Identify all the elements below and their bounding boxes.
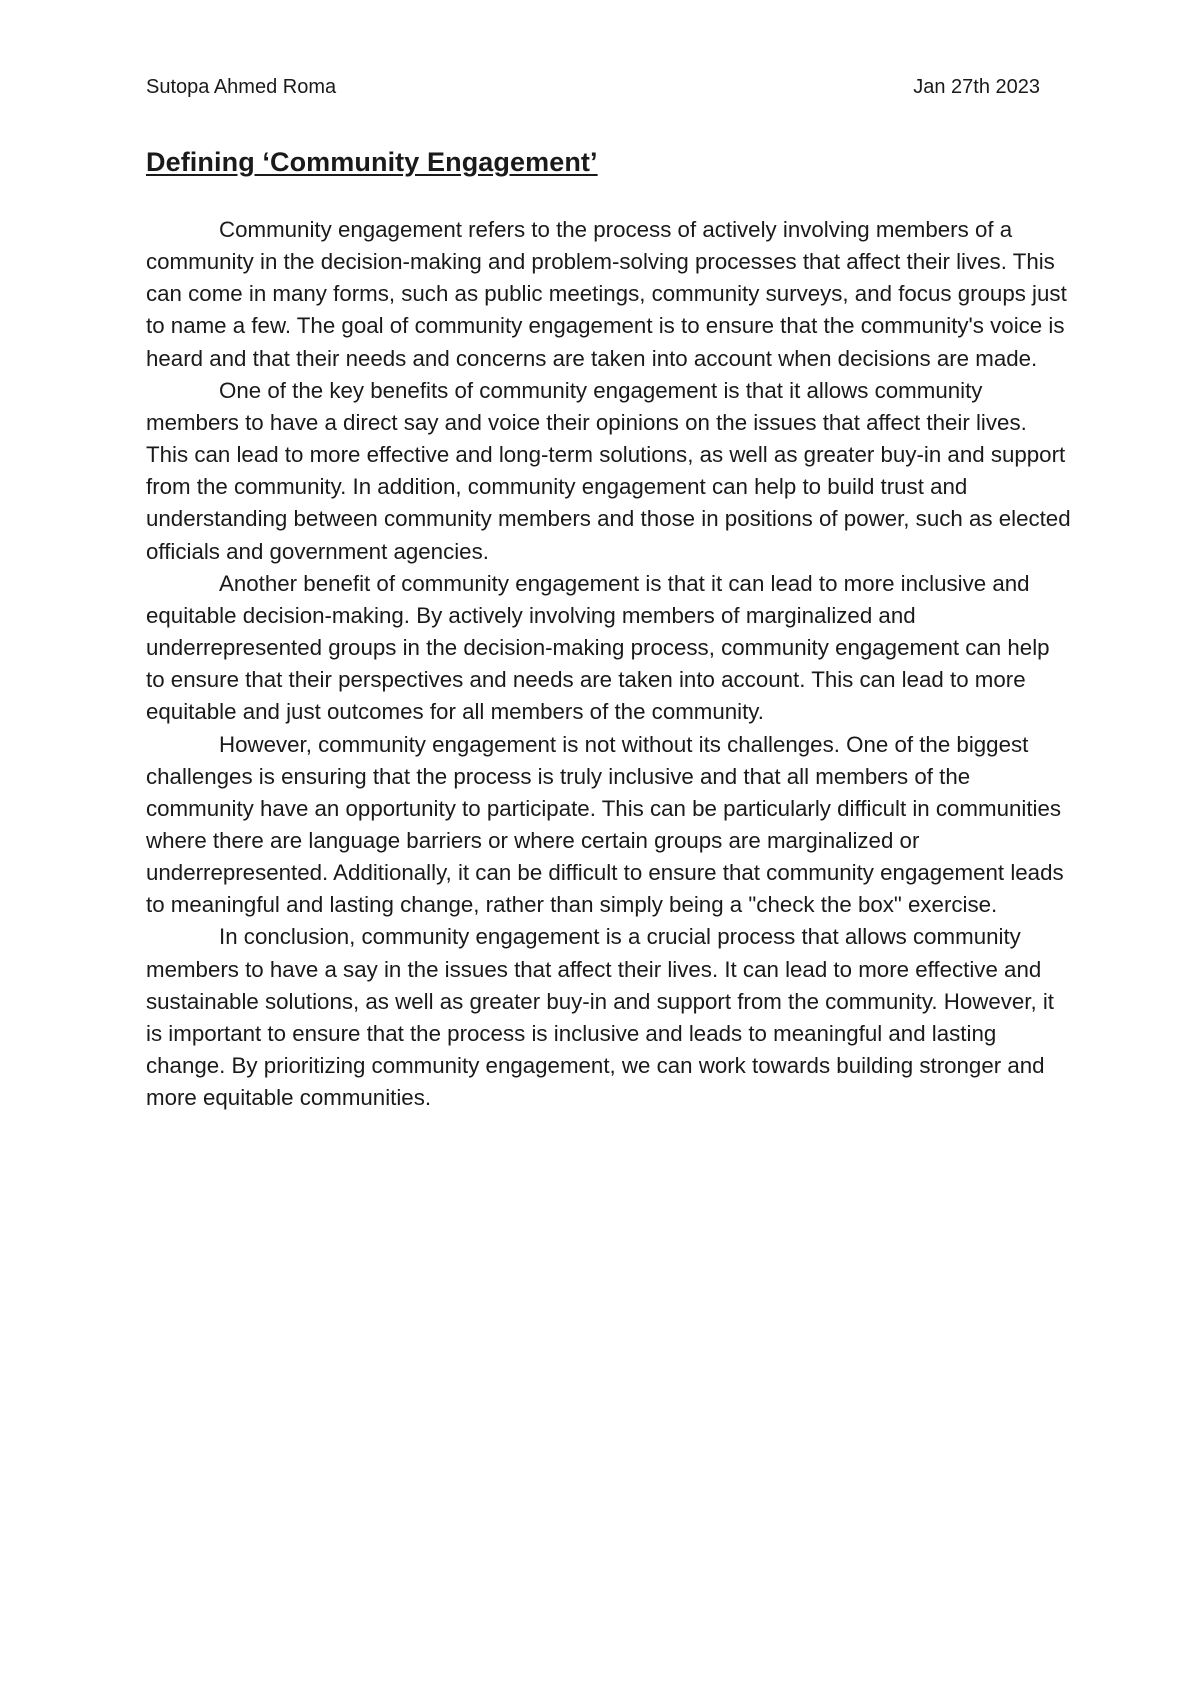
paragraph-4: However, community engagement is not without its challenges. One of the biggest challenges is ensuring that the process is truly inclusive and that all members of the community have an opportunity to participate. This can be particularly difficult in communities where there are language barriers or where certain groups are marginalized or underrepresented. Additionally, it can be difficult to ensure that community engagement leads to meaningful and lasting change, rather than simply being a "check the box" exercise. bbox=[146, 731, 1064, 918]
paragraph-5: In conclusion, community engagement is a crucial process that allows community members to have a say in the issues that affect their lives. It can lead to more effective and sustainable solutions, as well as greater buy-in and support from the community. However, it is important to ensure that the process is inclusive and leads to meaningful and lasting change. By prioritizing community engagement, we can work towards building stronger and more equitable communities. bbox=[146, 924, 1054, 1111]
page-header bbox=[146, 72, 1040, 102]
document-body bbox=[146, 214, 1074, 1114]
paragraph-2: One of the key benefits of community engagement is that it allows community members to have a direct say and voice their opinions on the issues that affect their lives. This can lead to more effective and long-term solutions, as well as greater buy-in and support from the community. In addition, community engagement can help to build trust and understanding between community members and those in positions of power, such as elected officials and government agencies. bbox=[146, 377, 1071, 564]
paragraph-1: Community engagement refers to the process of actively involving members of a community in the decision-making and problem-solving processes that affect their lives. This can come in many forms, such as public meetings, community surveys, and focus groups just to name a few. The goal of community engagement is to ensure that the community's voice is heard and that their needs and concerns are taken into account when decisions are made. bbox=[146, 217, 1067, 371]
author-name: Sutopa Ahmed Roma bbox=[146, 76, 337, 98]
document-title: Defining ‘Community Engagement’ bbox=[146, 147, 598, 177]
paragraph-3: Another benefit of community engagement is that it can lead to more inclusive and equitable decision-making. By actively involving members of marginalized and underrepresented groups in the decision-making process, community engagement can help to ensure that their perspectives and needs are taken into account. This can lead to more equitable and just outcomes for all members of the community. bbox=[146, 570, 1050, 725]
document-date: Jan 27th 2023 bbox=[913, 76, 1040, 98]
